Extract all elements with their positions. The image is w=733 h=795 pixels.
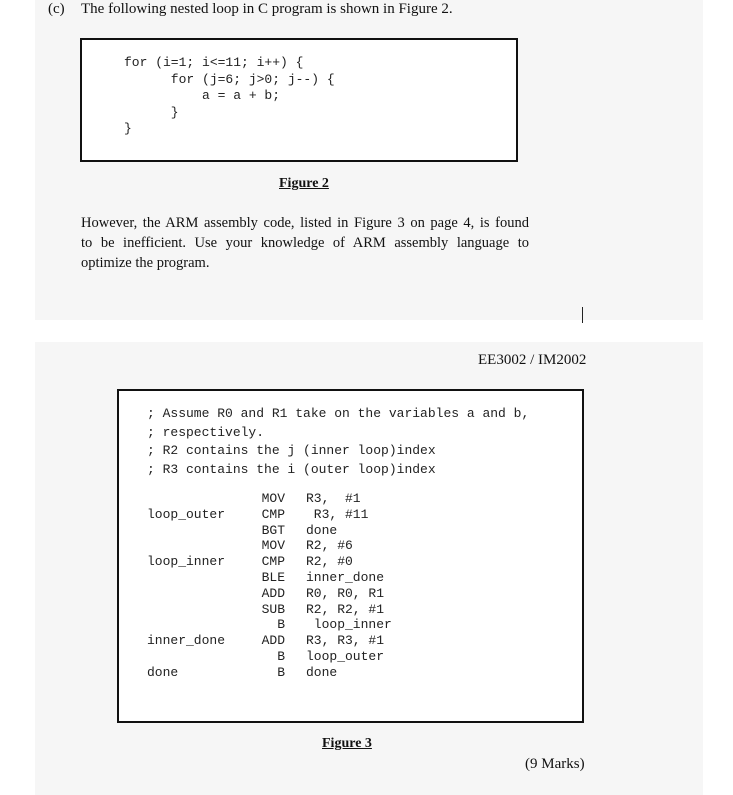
asm-operands: done: [306, 522, 338, 538]
asm-opcode: B: [277, 648, 285, 664]
asm-instruction-row: [147, 633, 392, 649]
asm-instruction-row: [147, 523, 392, 539]
asm-listing: [147, 491, 392, 681]
question-text: The following nested loop in C program is shown in Figure 2.: [81, 1, 453, 17]
question-paragraph: [81, 213, 529, 273]
asm-comments: ; Assume R0 and R1 take on the variables a and b, ; respectively. ; R2 contains the j (inner loop)index ; R3 contains the i (outer loop)index: [147, 406, 530, 477]
asm-label: [147, 617, 237, 633]
asm-operands: inner_done: [306, 569, 385, 585]
asm-label: [147, 491, 237, 507]
asm-opcode: B: [277, 617, 285, 633]
figure3-caption: Figure 3: [322, 736, 372, 751]
asm-opcode: BLE: [261, 569, 285, 585]
asm-instruction-row: [147, 507, 392, 523]
figure3-code-box: [117, 389, 584, 723]
text-cursor: [582, 307, 583, 323]
asm-instruction-row: [147, 649, 392, 665]
asm-opcode: SUB: [261, 601, 285, 617]
asm-label: [147, 649, 237, 665]
asm-operands: R0, R0, R1: [306, 585, 385, 601]
course-code-header: EE3002 / IM2002: [478, 352, 587, 368]
paragraph-line-3: optimize the program.: [81, 255, 210, 271]
asm-label: inner_done: [147, 633, 226, 649]
asm-label: [147, 538, 237, 554]
asm-operands: done: [306, 664, 338, 680]
figure2-code-box: [80, 38, 518, 162]
paragraph-line-1: However, the ARM assembly code, listed in Figure 3 on page 4, is found: [81, 215, 529, 231]
asm-opcode: CMP: [261, 506, 285, 522]
asm-instruction-row: [147, 617, 392, 633]
asm-instruction-row: [147, 586, 392, 602]
asm-instruction-row: [147, 538, 392, 554]
asm-opcode: ADD: [261, 633, 285, 649]
asm-opcode: MOV: [261, 491, 285, 506]
asm-label: [147, 523, 237, 539]
asm-operands: R2, #0: [306, 554, 353, 570]
asm-operands: R2, #6: [306, 538, 353, 554]
marks-label: (9 Marks): [525, 756, 585, 772]
asm-opcode: BGT: [261, 522, 285, 538]
asm-operands: loop_inner: [306, 617, 392, 633]
asm-instruction-row: [147, 570, 392, 586]
asm-operands: R2, R2, #1: [306, 601, 385, 617]
asm-label: loop_outer: [147, 506, 226, 522]
asm-instruction-row: [147, 491, 392, 507]
asm-instruction-row: [147, 554, 392, 570]
asm-instruction-row: [147, 665, 392, 681]
asm-label: [147, 570, 237, 586]
question-label: (c): [48, 1, 65, 17]
asm-label: loop_inner: [147, 554, 226, 570]
asm-opcode: ADD: [261, 585, 285, 601]
asm-opcode: B: [277, 664, 285, 680]
paragraph-line-2: to be inefficient. Use your knowledge of ARM assembly language to: [81, 235, 529, 251]
asm-opcode: MOV: [261, 538, 285, 554]
asm-operands: R3, #1: [306, 491, 361, 506]
asm-label: [147, 602, 237, 618]
asm-label: done: [147, 664, 179, 680]
asm-label: [147, 586, 237, 602]
figure2-caption: Figure 2: [279, 176, 329, 191]
asm-instruction-row: [147, 602, 392, 618]
asm-operands: R3, #11: [306, 506, 369, 522]
asm-operands: loop_outer: [306, 648, 385, 664]
asm-operands: R3, R3, #1: [306, 633, 385, 649]
c-code-listing: for (i=1; i<=11; i++) { for (j=6; j>0; j--) { a = a + b; } }: [124, 55, 335, 136]
asm-opcode: CMP: [261, 554, 285, 570]
